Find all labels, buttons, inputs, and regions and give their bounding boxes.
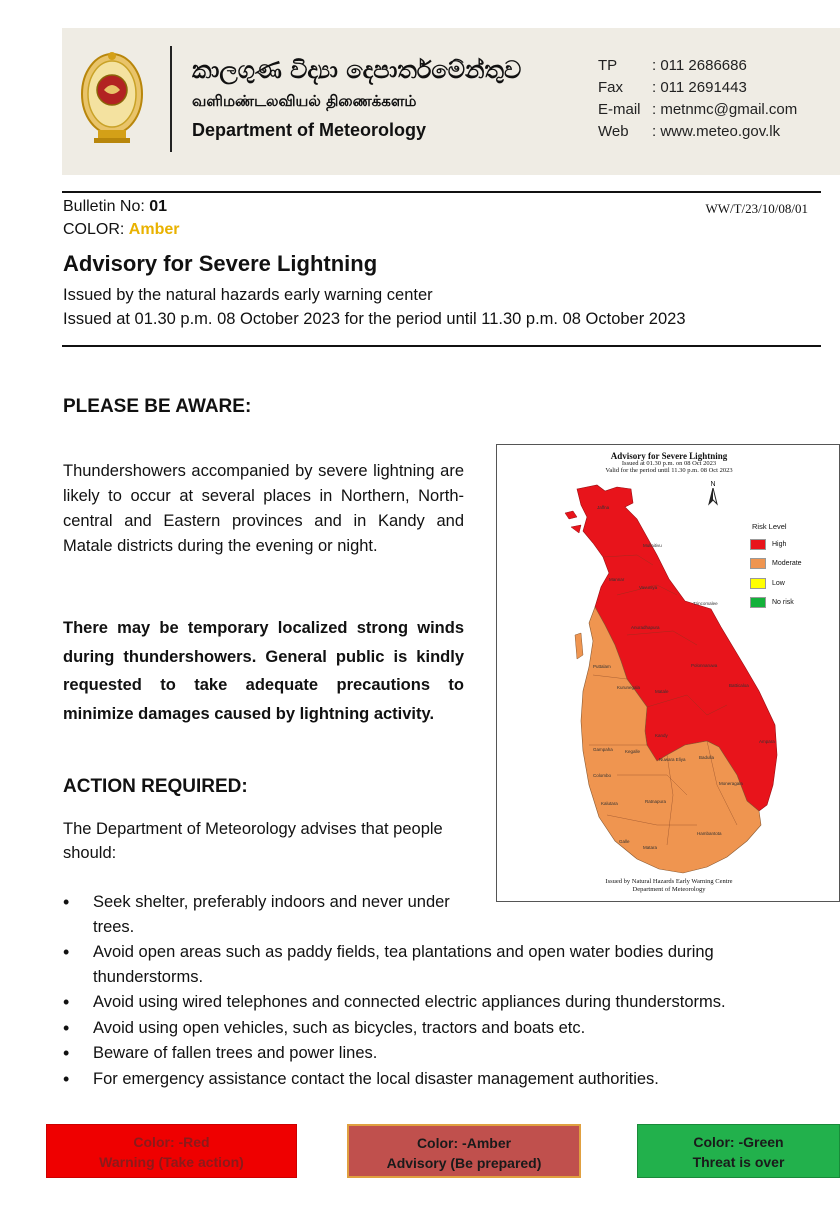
issued-by: Issued by the natural hazards early warning center [63,286,433,304]
action-list [63,890,803,1092]
list-item [63,990,803,1015]
aware-paragraph: Thundershowers accompanied by severe lightning are likely to occur at several places in Northern, North-central and Eastern provinces and in Kandy and Matale districts during the evening or night. [63,462,464,555]
red-box-line2: Warning (Take action) [99,1154,244,1170]
district-label: Hambantota [697,831,722,836]
district-labels [497,445,840,903]
red-warning-box [46,1124,297,1178]
green-threat-over-box [637,1124,840,1178]
district-label: Mullaitivu [643,543,662,548]
contact-label: E-mail [598,101,641,118]
aware-bold-paragraph: There may be temporary localized strong winds during thundershowers. General public is kindly requested to take adequate precautions to minimize damages caused by lightning activity. [63,619,464,723]
legend-label: High [772,541,787,548]
district-label: Jaffna [597,505,610,510]
contact-value: : 011 2686686 [652,57,747,74]
list-item [63,940,803,989]
green-box-line1: Color: -Green [693,1134,784,1150]
letterhead [62,28,840,175]
list-item-text: Avoid using open vehicles, such as bicycles, tractors and boats etc. [93,1018,586,1037]
amber-box-line1: Color: -Amber [416,1135,512,1151]
list-item [63,890,453,939]
top-divider [62,191,821,193]
map-footer-issuer: Issued by Natural Hazards Early Warning Centre [605,878,733,885]
contact-value: : 011 2691443 [652,79,747,96]
bulletin-number-label: Bulletin No: [63,198,150,215]
contact-label: Web [598,123,629,140]
bulletin-number-value: 01 [149,198,168,215]
contact-block [598,55,797,143]
district-label: Puttalam [593,664,611,669]
red-box-line1: Color: -Red [133,1134,210,1150]
header-divider [170,46,172,152]
list-item [63,1016,803,1041]
north-label: N [710,481,716,488]
aware-heading: PLEASE BE AWARE: [63,396,252,417]
list-item-text: Seek shelter, preferably indoors and never under trees. [93,893,450,936]
amber-box-line2: Advisory (Be prepared) [386,1155,542,1171]
list-item [63,1041,803,1066]
color-label: COLOR: [63,221,129,238]
contact-label: TP [598,57,618,74]
contact-row-web [598,121,797,143]
legend-label: Low [772,580,785,587]
list-item-text: Avoid open areas such as paddy fields, tea plantations and open water bodies during thunderstorms. [93,943,714,986]
district-label: Kandy [655,733,668,738]
list-item-text: Avoid using wired telephones and connected electric appliances during thunderstorms. [93,993,726,1011]
district-label: Moneragala [719,781,743,786]
legend-label: No risk [772,599,794,606]
contact-value[interactable]: : www.meteo.gov.lk [652,123,781,140]
green-box-line2: Threat is over [692,1154,785,1170]
district-label: Ampara [759,739,775,744]
sri-lanka-emblem-icon [80,46,144,146]
issue-details [63,283,686,331]
amber-advisory-box [347,1124,581,1178]
map-title: Advisory for Severe Lightning [610,451,728,461]
map-issued: Issued at 01.30 p.m. on 08 Oct 2023 [621,460,717,467]
contact-value[interactable]: : metnmc@gmail.com [652,101,798,118]
district-label: Kurunegala [617,685,641,690]
list-item [63,1067,803,1092]
district-label: Polonnaruwa [691,663,718,668]
risk-map [496,444,840,902]
district-label: Trincomalee [693,601,718,606]
color-value: Amber [128,221,180,238]
district-label: Gampaha [593,747,613,752]
district-label: Ratnapura [645,799,667,804]
contact-row-fax [598,77,797,99]
district-label: Colombo [593,773,612,778]
district-label: Kalutara [601,801,618,806]
district-label: Nuwara Eliya [659,757,686,762]
dept-name-sinhala: කාලගුණ විද්‍යා දෙපාර්තමේන්තුව [192,56,522,84]
district-label: Matale [655,689,669,694]
district-label: Matara [643,845,658,850]
page-title: Advisory for Severe Lightning [63,251,378,276]
dept-name-english: Department of Meteorology [192,120,427,140]
legend-label: Moderate [772,560,802,567]
bottom-divider [62,345,821,347]
contact-row-email [598,99,797,121]
list-item-text: For emergency assistance contact the local disaster management authorities. [93,1069,659,1088]
bulletin-number [63,198,167,216]
map-footer-dept: Department of Meteorology [632,886,706,893]
district-label: Badulla [699,755,715,760]
bulletin-reference: WW/T/23/10/08/01 [705,201,808,216]
district-label: Mannar [609,577,625,582]
district-label: Batticaloa [729,683,749,688]
district-label: Vavuniya [639,585,658,590]
action-intro: The Department of Meteorology advises that people should: [63,820,443,862]
dept-name-tamil: வளிமண்டலவியல் திணைக்களம் [192,92,417,110]
district-label: Kegalle [625,749,641,754]
contact-row-phone [598,55,797,77]
issued-at: Issued at 01.30 p.m. 08 October 2023 for the period until 11.30 p.m. 08 October 2023 [63,310,686,328]
bulletin-color [63,221,179,239]
action-heading: ACTION REQUIRED: [63,776,248,797]
district-label: Anuradhapura [631,625,660,630]
legend-title: Risk Level [752,522,787,531]
district-label: Galle [619,839,630,844]
contact-label: Fax [598,79,624,96]
list-item-text: Beware of fallen trees and power lines. [93,1044,378,1062]
map-valid: Valid for the period until 11.30 p.m. 08 Oct 2023 [605,467,733,474]
